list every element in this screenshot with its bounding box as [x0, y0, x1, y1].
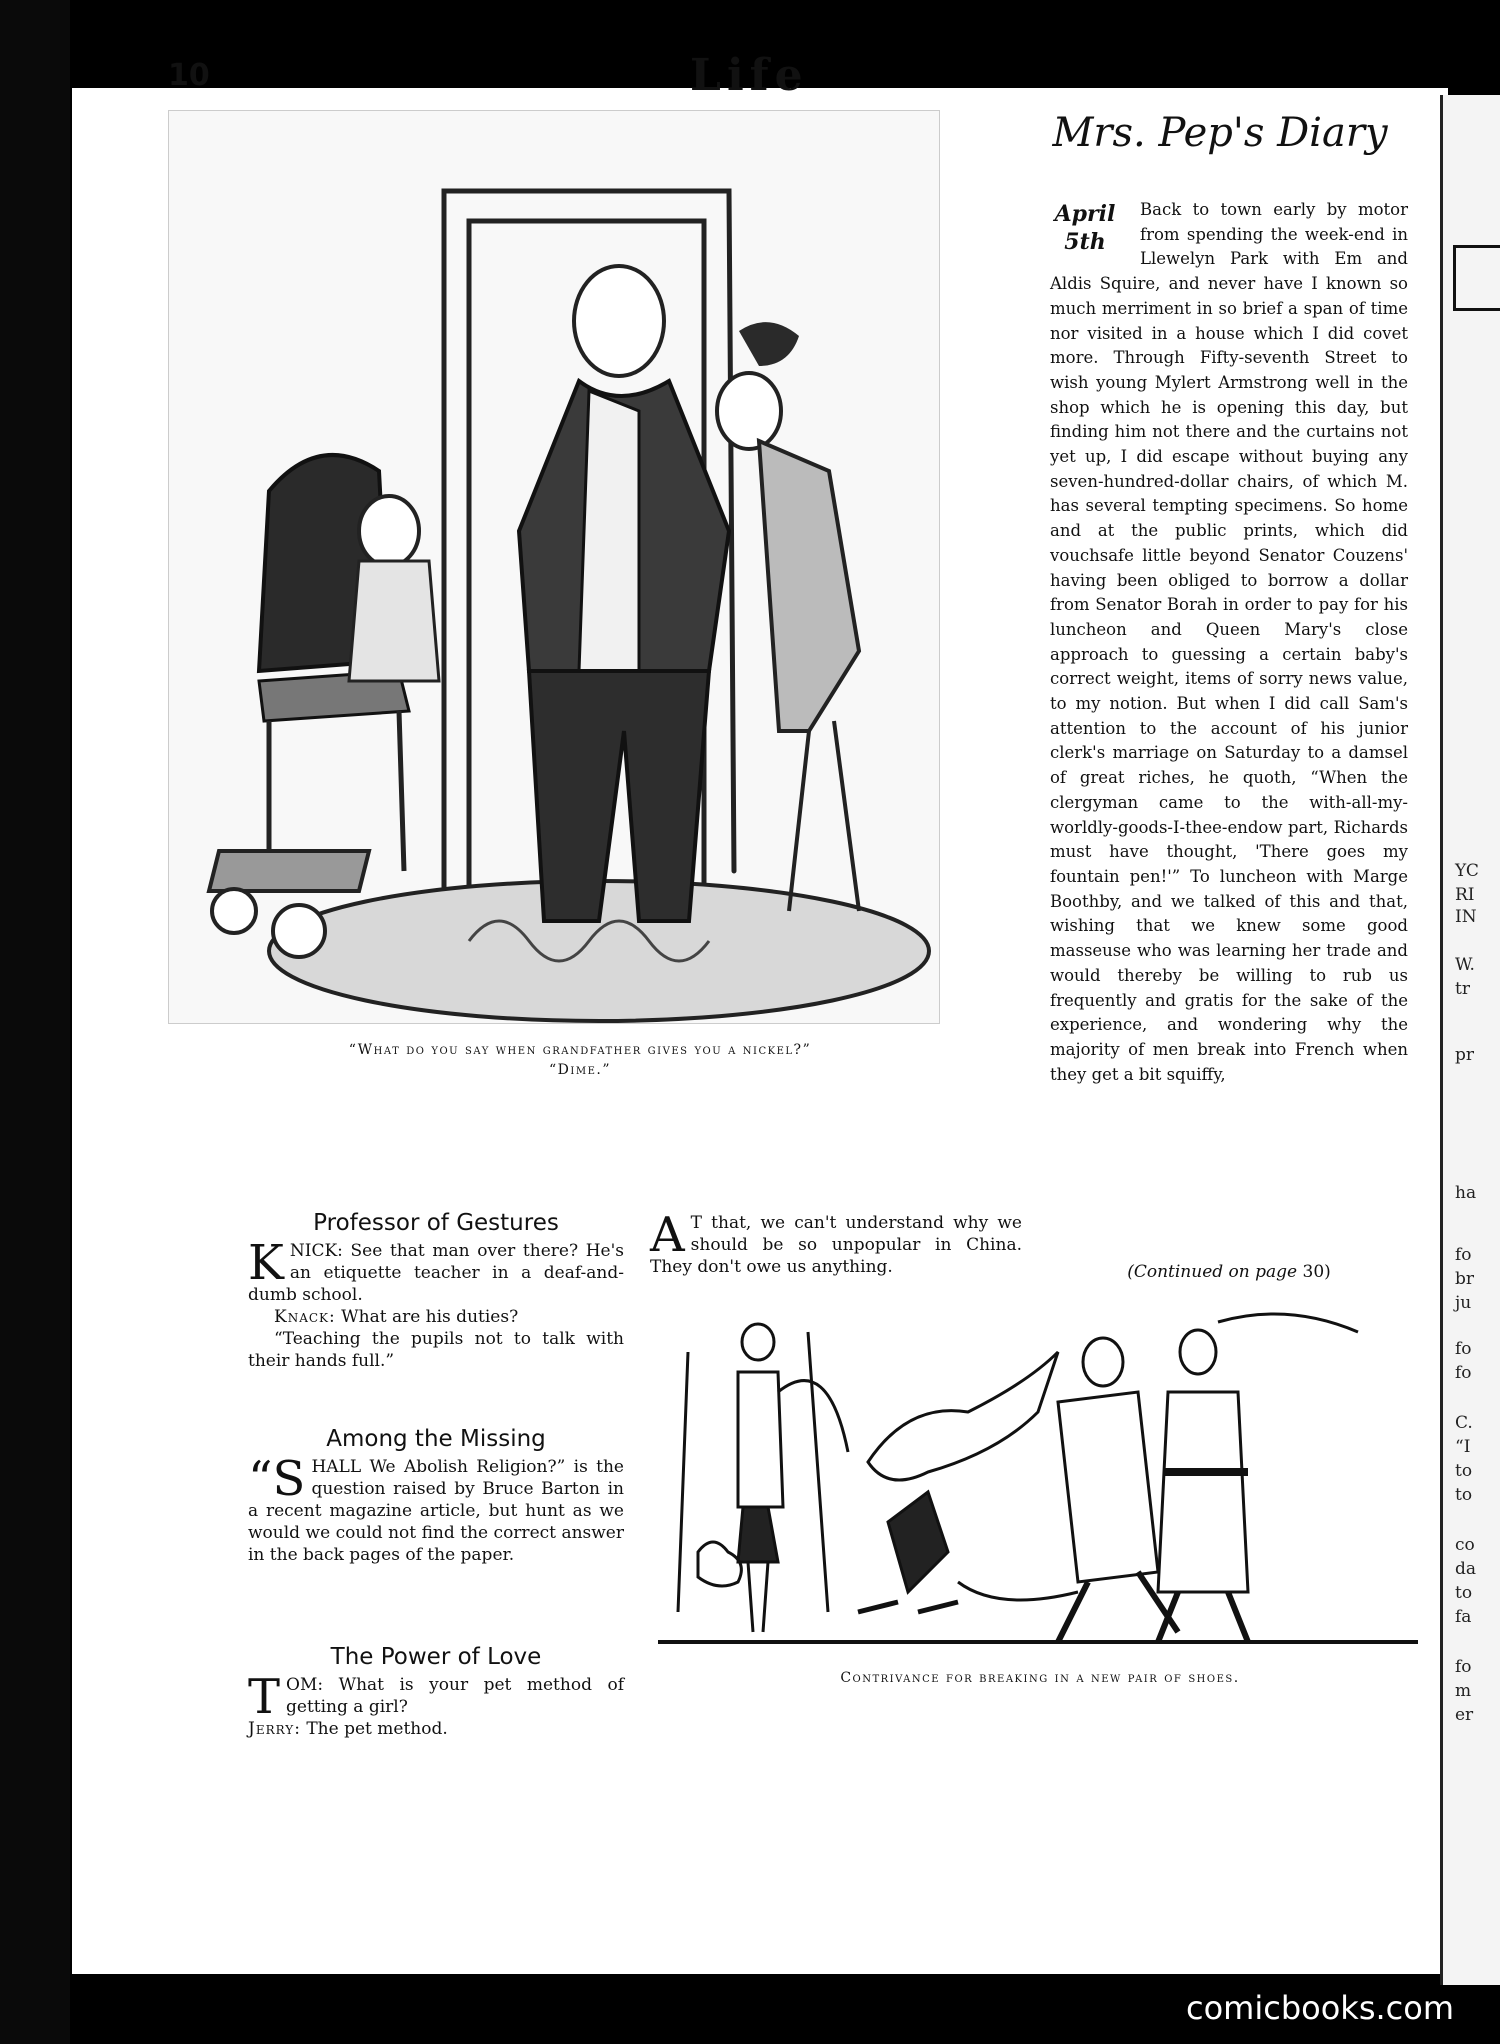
next-page-fragment: to — [1455, 1485, 1473, 1505]
next-page-fragment: W. — [1455, 955, 1475, 975]
diary-continued-page: 30) — [1302, 1262, 1331, 1282]
cartoon-illustration — [168, 110, 940, 1024]
next-page-fragment: ha — [1455, 1183, 1477, 1203]
drop-letter: S — [272, 1451, 306, 1507]
next-page-fragment: RI — [1455, 885, 1475, 905]
open-quote: “ — [248, 1451, 273, 1507]
joke-heading: Among the Missing — [326, 1426, 546, 1452]
next-page-fragment: br — [1455, 1269, 1475, 1289]
diary-continued — [1050, 1262, 1408, 1282]
next-page-fragment: to — [1455, 1583, 1473, 1603]
diary-body: Back to town early by motor from spending the week-end in Llewelyn Park with Em and Aldis Squire, and never have I known so much merriment in so brief a span of time nor visited in a house which I did covet more. Through Fifty-seventh Street to wish young Mylert Armstrong well in the shop which he is opening this day, but finding him not there and the curtains not yet up, I did escape without buying any seven-hundred-dollar chairs, of which M. has several tempting specimens. So home and at the public prints, which did vouchsafe little beyond Senator Couzens' having been obliged to borrow a dollar from Senator Borah in order to pay for his luncheon and Queen Mary's close approach to guessing a certain baby's correct weight, items of sorry news value, to my notion. But when I did call Sam's attention to the account of his junior clerk's marriage on Saturday to a damsel of great riches, he quoth, “When the clergyman came to the with-all-my-worldly-goods-I-thee-endow part, Richards must have thought, 'There goes my fountain pen!'” To luncheon with Marge Boothby, and we talked of this and that, wishing that we knew some good masseuse who was learning her trade and would thereby be willing to rub us frequently and gratis for the sake of the experience, and wondering why the majority of men break into French when they get a bit squiffy, — [1050, 200, 1408, 1084]
next-page-edge — [1440, 95, 1500, 1985]
next-page-fragment: “I — [1455, 1437, 1471, 1457]
joke-missing — [248, 1428, 624, 1566]
drop-cap: T — [248, 1669, 281, 1725]
masthead: Life — [690, 50, 809, 101]
speaker: Knack: — [274, 1307, 336, 1327]
shoe-cartoon-caption: Contrivance for breaking in a new pair of shoes. — [840, 1670, 1240, 1686]
joke-love — [248, 1646, 624, 1740]
joke-line: T that, we can't understand why we should be so unpopular in China. They don't owe us anything. — [650, 1213, 1022, 1277]
next-page-fragment: da — [1455, 1559, 1477, 1579]
next-page-fragment: to — [1455, 1461, 1473, 1481]
drop-cap: A — [650, 1207, 685, 1263]
next-page-fragment: fo — [1455, 1245, 1472, 1265]
drop-cap: K — [248, 1235, 284, 1291]
next-page-fragment: pr — [1455, 1045, 1475, 1065]
joke-text — [650, 1207, 1022, 1278]
next-page-fragment: fa — [1455, 1607, 1472, 1627]
diary-continued-text: (Continued on page — [1127, 1262, 1298, 1282]
speaker: Jerry: — [248, 1719, 301, 1739]
joke-line-block — [248, 1718, 624, 1740]
joke-line: “Teaching the pupils not to talk with their hands full.” — [248, 1329, 624, 1371]
joke-heading: The Power of Love — [330, 1644, 542, 1670]
cartoon-drawing — [169, 111, 939, 1023]
shoe-cartoon-drawing — [658, 1312, 1418, 1657]
next-page-fragment: m — [1455, 1681, 1472, 1701]
joke-line: What are his duties? — [335, 1307, 519, 1327]
cartoon-caption — [210, 1040, 950, 1080]
next-page-fragment: er — [1455, 1705, 1474, 1725]
next-page-fragment: tr — [1455, 979, 1470, 999]
next-page-fragment: fo — [1455, 1363, 1472, 1383]
joke-line: The pet method. — [300, 1719, 448, 1739]
page-number: 10 — [168, 58, 210, 93]
cartoon-caption-answer: “Dime.” — [549, 1062, 611, 1078]
next-page-fragment: fo — [1455, 1657, 1472, 1677]
next-page-fragment: IN — [1455, 907, 1477, 927]
cartoon-caption-line: “What do you say when grandfather gives you a nickel?” — [348, 1042, 812, 1058]
diary-date-month: April — [1054, 201, 1116, 227]
joke-text — [248, 1669, 624, 1725]
watermark: comicbooks.com — [1186, 1989, 1455, 2027]
next-page-fragment: YC — [1455, 861, 1479, 881]
joke-line: HALL We Abolish Religion?” is the question raised by Bruce Barton in a recent magazine article, but hunt as we would we could not find the correct answer in the back pages of the paper. — [248, 1457, 624, 1565]
next-page-fragment: fo — [1455, 1339, 1472, 1359]
drop-cap — [248, 1451, 306, 1507]
diary-title: Mrs. Pep's Diary — [1052, 110, 1388, 156]
diary-date-day: 5th — [1064, 229, 1106, 255]
joke-china — [650, 1207, 1022, 1278]
next-page-fragment: C. — [1455, 1413, 1473, 1433]
next-page-box — [1453, 245, 1500, 311]
joke-text — [248, 1451, 624, 1566]
joke-line-block — [248, 1306, 624, 1328]
shoe-cartoon — [658, 1312, 1418, 1657]
joke-line: OM: What is your pet method of getting a girl? — [286, 1675, 624, 1717]
scan-border — [0, 0, 70, 2044]
joke-line: NICK: See that man over there? He's an etiquette teacher in a deaf-and-dumb school. — [248, 1241, 624, 1305]
next-page-fragment: ju — [1455, 1293, 1472, 1313]
joke-heading: Professor of Gestures — [313, 1210, 559, 1236]
joke-text — [248, 1235, 624, 1306]
joke-professor — [248, 1212, 624, 1372]
next-page-fragment: co — [1455, 1535, 1475, 1555]
